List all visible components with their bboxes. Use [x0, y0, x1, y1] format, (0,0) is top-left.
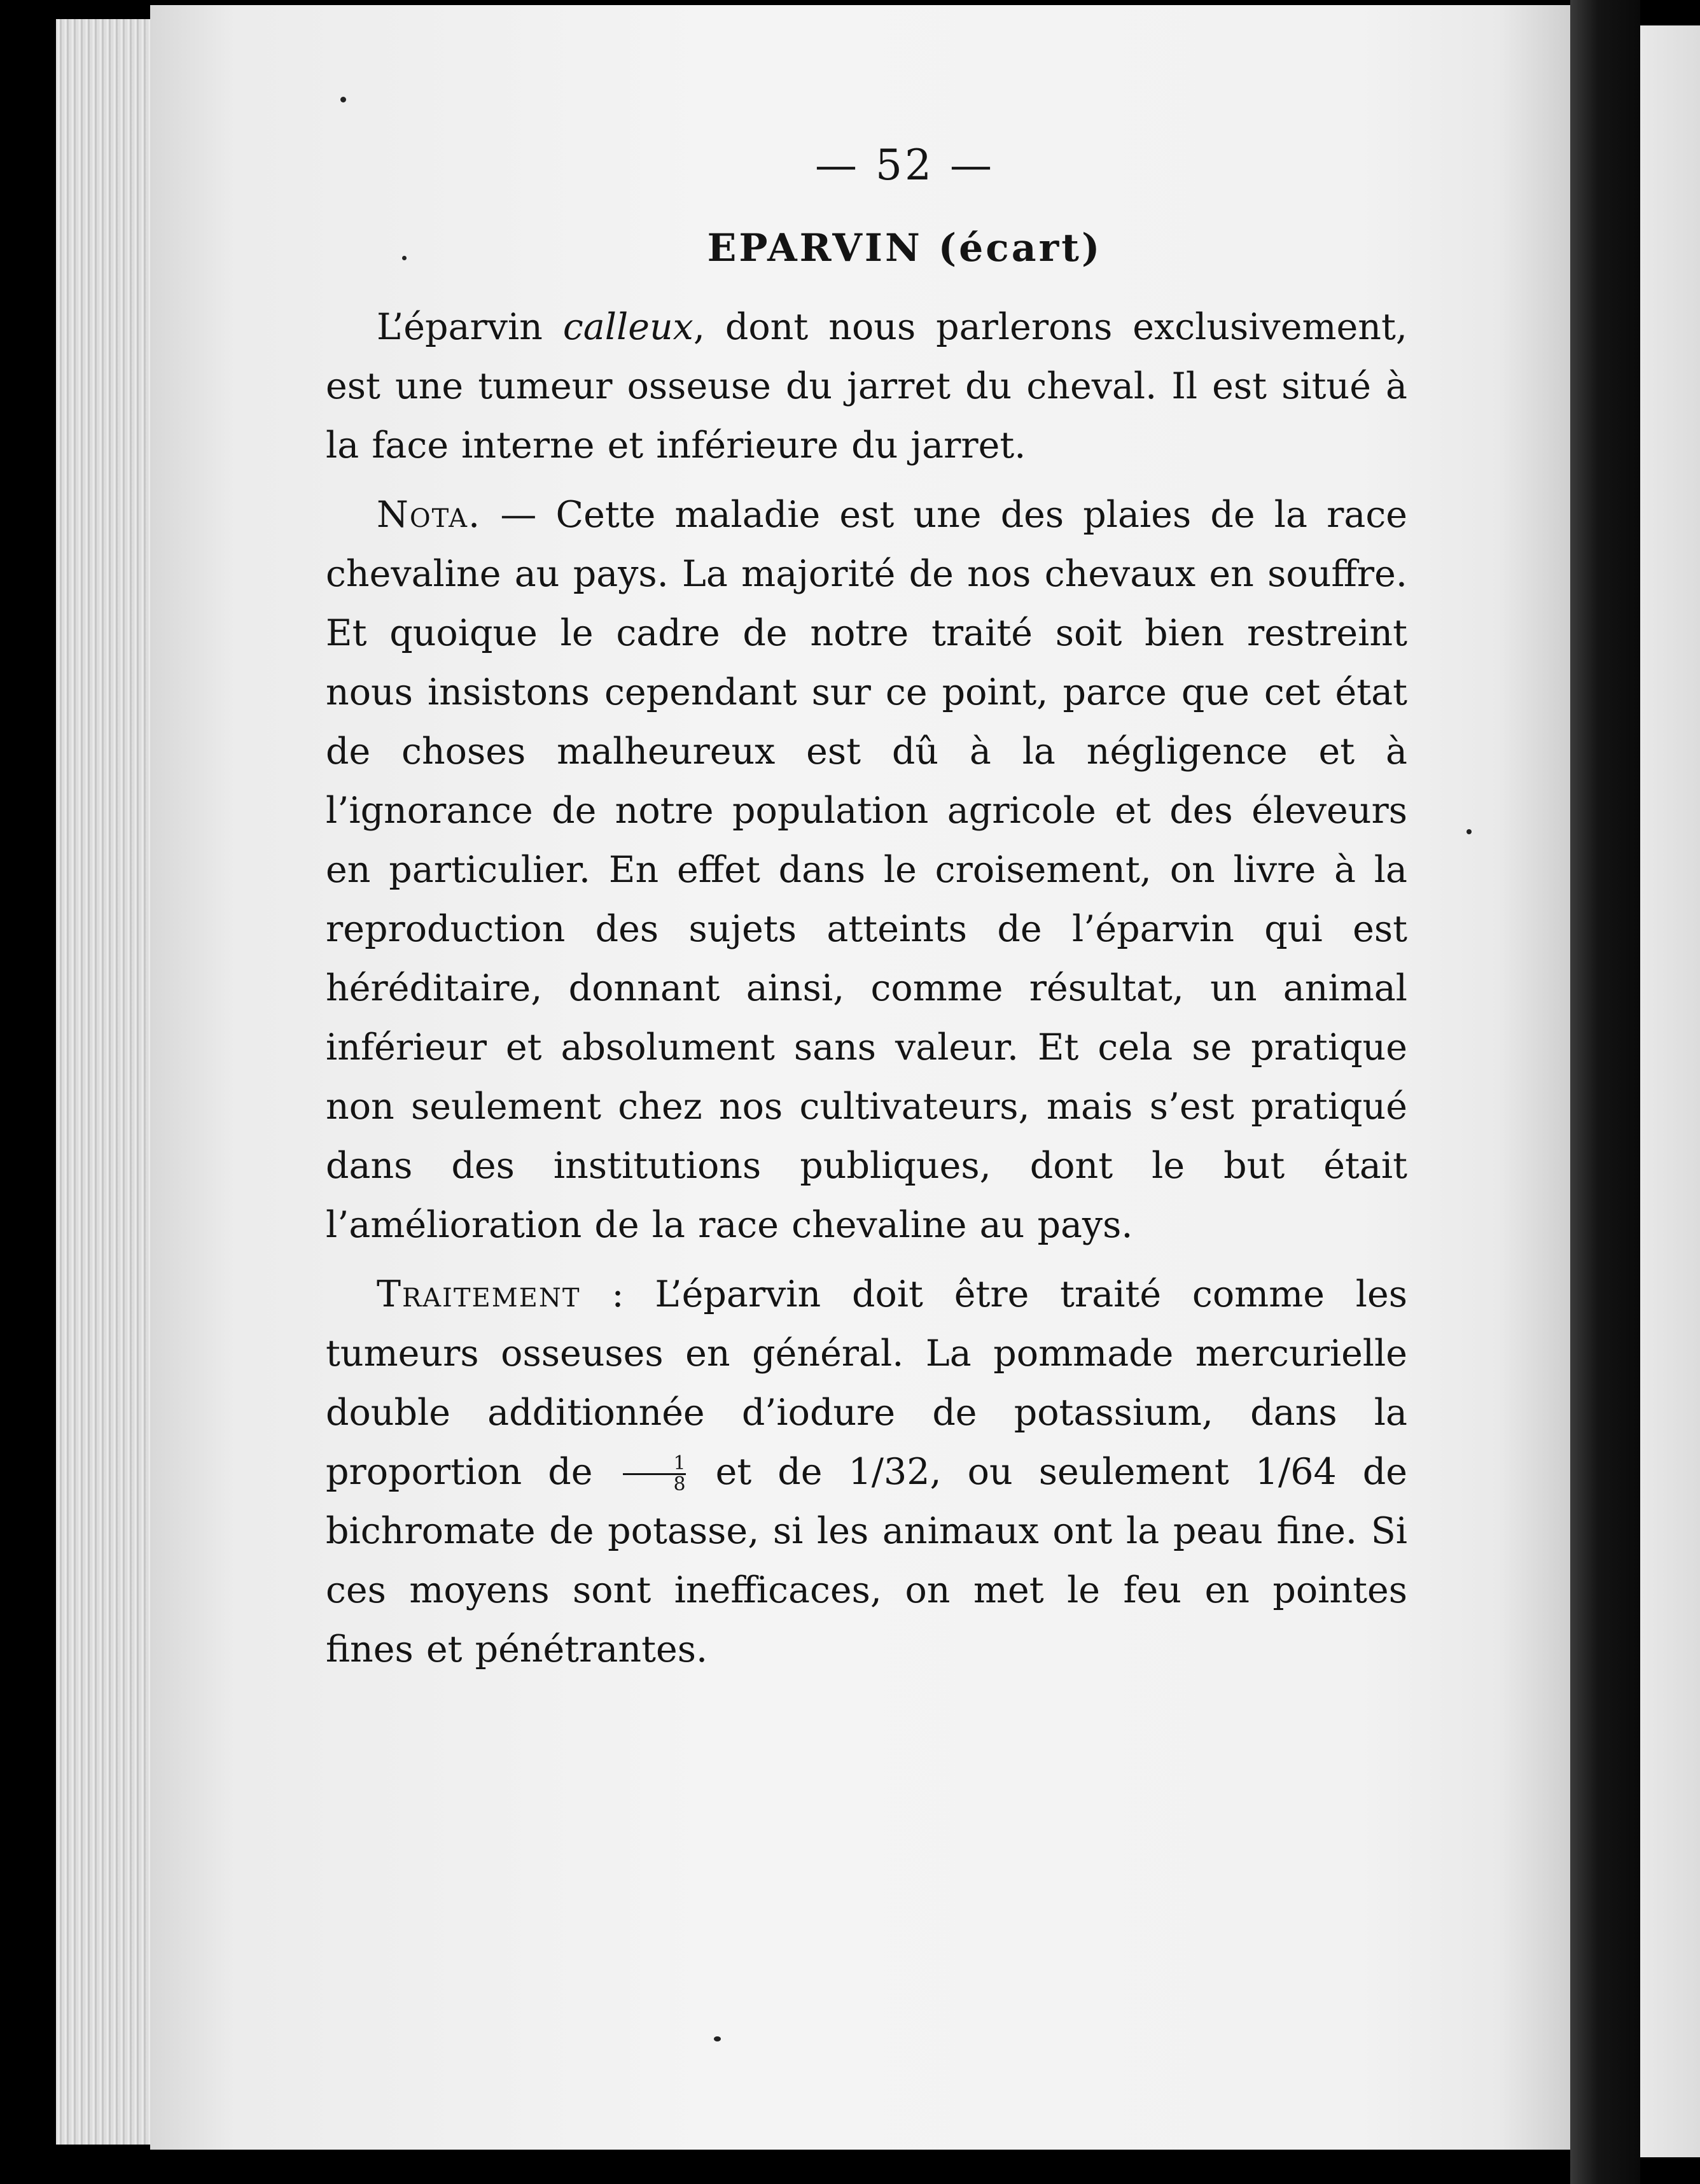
paragraph-definition	[326, 298, 1407, 475]
paragraph-text: : L’éparvin doit être traité comme les tumeurs osseuses en général. La pommade mercurielle double additionnée d’iodure de potassium, dans la proportion de	[326, 1273, 1407, 1493]
paragraph-text: — Cette maladie est une des plaies de la race chevaline au pays. La majorité de nos chevaux en souffre. Et quoique le cadre de notre traité soit bien restreint nous insistons cependant sur ce point, parce que cet état de choses malheureux est dû à la négligence et à l’ignorance de notre population agricole et des éleveurs en particulier. En effet dans le croisement, on livre à la reproduction des sujets atteints de l’éparvin qui est héréditaire, donnant ainsi, comme résultat, un animal inférieur et absolument sans valeur. Et cela se pratique non seulement chez nos cultivateurs, mais s’est pratiqué dans des institutions publiques, dont le but était l’amélioration de la race chevaline au pays.	[326, 494, 1407, 1246]
paragraph-nota	[326, 486, 1407, 1255]
fraction-denominator: 8	[673, 1473, 686, 1496]
paragraph-text: , dont nous parlerons exclusivement, est une tumeur osseuse du jarret du cheval. Il est situé à la face interne et inférieure du jarret.	[326, 306, 1407, 466]
nota-label: Nota.	[377, 494, 482, 536]
page-number: — 52 —	[815, 141, 994, 190]
traitement-label: Traitement	[377, 1273, 581, 1315]
paragraph-lead: L’éparvin	[377, 306, 563, 348]
facing-page-edge	[1640, 25, 1700, 2157]
page-edges	[56, 19, 153, 2145]
paragraph-traitement	[326, 1265, 1407, 1679]
fraction-numerator: 1	[623, 1454, 686, 1475]
page-text	[326, 127, 1407, 1690]
section-heading: EPARVIN (écart)	[707, 226, 1103, 270]
ink-speck	[714, 2036, 721, 2041]
binding-gutter	[1570, 0, 1640, 2184]
ink-speck	[1467, 829, 1472, 834]
fraction-one-eighth	[623, 1454, 686, 1494]
ink-speck	[340, 97, 346, 102]
emphasis-term: calleux	[562, 306, 693, 348]
paragraph-text: et de 1/32, ou seulement 1/64 de bichromate de potasse, si les animaux ont la peau fine. Si ces moyens sont inefficaces, on met le feu en pointes fines et pénétrantes.	[326, 1451, 1408, 1670]
